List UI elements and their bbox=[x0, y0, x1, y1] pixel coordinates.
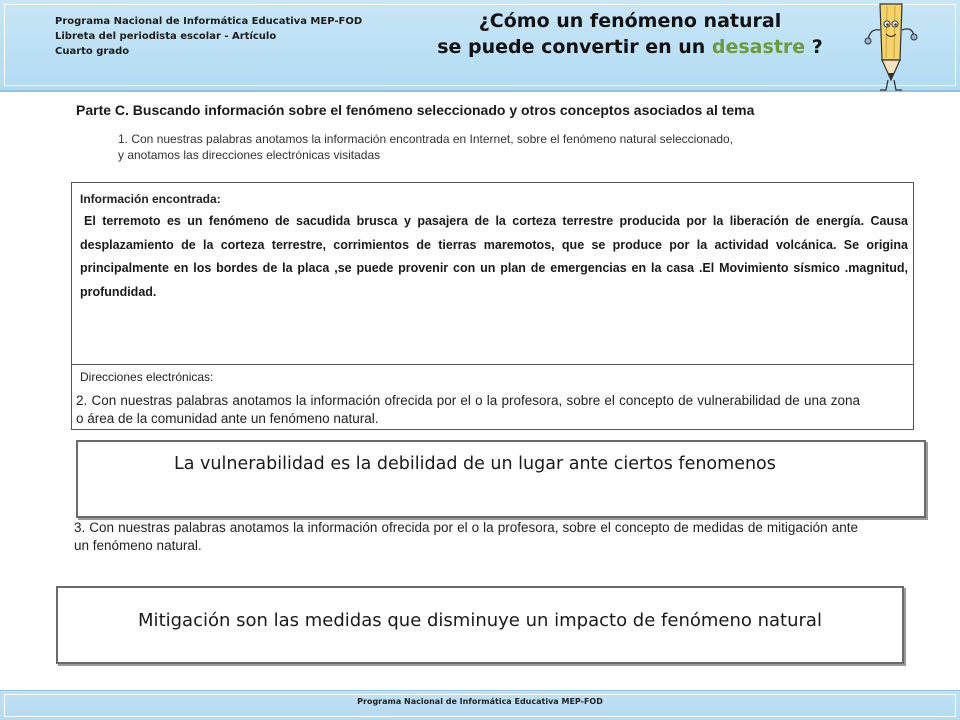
found-info-paragraph: El terremoto es un fenómeno de sacudida brusca y pasajera de la corteza terrestre producida por la liberación de energía. Causa desplazamiento de la corteza terrestre, corrimientos de tierras maremotos, que se produce por la actividad volcánica. Se origina principalmente en los bordes de la placa ,se puede provenir con un plan de emergencias en la casa .El Movimiento sísmico .magnitud, profundidad. bbox=[80, 214, 908, 299]
instruction-1 bbox=[118, 131, 898, 163]
vulnerability-answer-box[interactable] bbox=[76, 440, 926, 518]
mitigation-answer-text: Mitigación son las medidas que disminuye un impacto de fenómeno natural bbox=[138, 610, 822, 631]
title-line-1: ¿Cómo un fenómeno natural bbox=[478, 10, 782, 32]
page-title bbox=[410, 8, 850, 60]
found-info-label: Información encontrada: bbox=[80, 192, 221, 206]
title-line-2-start: se puede convertir en un bbox=[437, 36, 712, 58]
title-line-2-end: ? bbox=[805, 36, 823, 58]
header-band bbox=[0, 0, 960, 92]
title-line-2 bbox=[410, 34, 850, 60]
grade-level: Cuarto grado bbox=[55, 46, 130, 57]
footer-text: Programa Nacional de Informática Educativa MEP-FOD bbox=[357, 697, 603, 706]
footer-band bbox=[0, 690, 960, 720]
program-name: Programa Nacional de Informática Educativa MEP-FOD bbox=[55, 16, 363, 27]
pencil-character-icon bbox=[858, 0, 924, 92]
title-accent-word: desastre bbox=[711, 36, 806, 58]
found-info-text bbox=[80, 210, 908, 304]
table-row-divider bbox=[72, 364, 913, 365]
info-table bbox=[71, 182, 914, 430]
section-heading: Parte C. Buscando información sobre el fenómeno seleccionado y otros conceptos asociados al tema bbox=[76, 102, 755, 118]
mitigation-answer-box[interactable] bbox=[56, 586, 904, 664]
instruction-1-line-1: 1. Con nuestras palabras anotamos la información encontrada en Internet, sobre el fenómeno natural seleccionado, bbox=[118, 132, 734, 146]
addresses-label: Direcciones electrónicas: bbox=[80, 370, 214, 384]
vulnerability-answer-text: La vulnerabilidad es la debilidad de un lugar ante ciertos fenomenos bbox=[174, 454, 776, 474]
instruction-3: 3. Con nuestras palabras anotamos la información ofrecida por el o la profesora, sobre el concepto de medidas de mitigación ante un fenómeno natural. bbox=[74, 520, 858, 553]
notebook-name: Libreta del periodista escolar - Artículo bbox=[55, 31, 277, 42]
instruction-1-line-2: y anotamos las direcciones electrónicas visitadas bbox=[118, 148, 381, 162]
program-info bbox=[55, 14, 415, 59]
instruction-2: 2. Con nuestras palabras anotamos la información ofrecida por el o la profesora, sobre el concepto de vulnerabilidad de una zona o área de la comunidad ante un fenómeno natural. bbox=[76, 393, 860, 426]
